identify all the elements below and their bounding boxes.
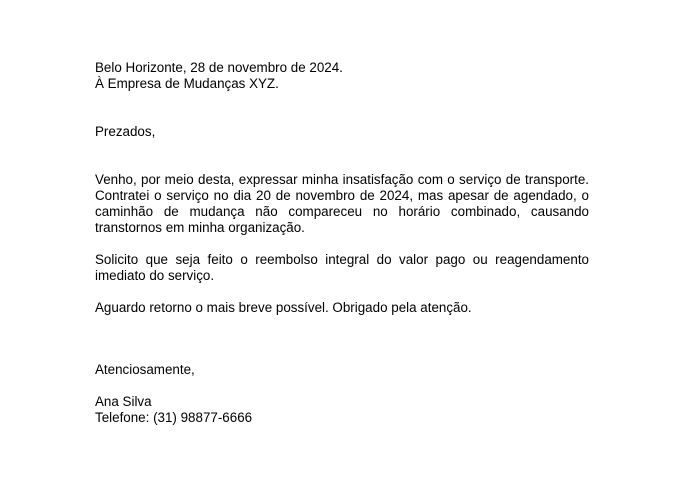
spacer [95, 284, 589, 300]
spacer [95, 236, 589, 252]
signature-name: Ana Silva [95, 394, 152, 409]
spacer [95, 140, 589, 172]
signature-phone: Telefone: (31) 98877-6666 [95, 410, 253, 425]
letter-body [95, 60, 589, 426]
paragraph-request: Solicito que seja feito o reembolso integral do valor pago ou reagendamento imediato do serviço. [95, 252, 589, 283]
closing: Atenciosamente, [95, 362, 195, 377]
salutation: Prezados, [95, 124, 156, 139]
paragraph-complaint: Venho, por meio desta, expressar minha insatisfação com o serviço de transporte. Contratei o serviço no dia 20 de novembro de 2024, mas apesar de agendado, o caminhão de mudança não compareceu no horário combinado, causando transtornos em minha organização. [95, 172, 589, 235]
paragraph-closing-note: Aguardo retorno o mais breve possível. Obrigado pela atenção. [95, 300, 472, 315]
recipient: À Empresa de Mudanças XYZ. [95, 76, 279, 91]
place-date: Belo Horizonte, 28 de novembro de 2024. [95, 60, 343, 75]
spacer [95, 316, 589, 362]
spacer [95, 92, 589, 124]
spacer [95, 378, 589, 394]
